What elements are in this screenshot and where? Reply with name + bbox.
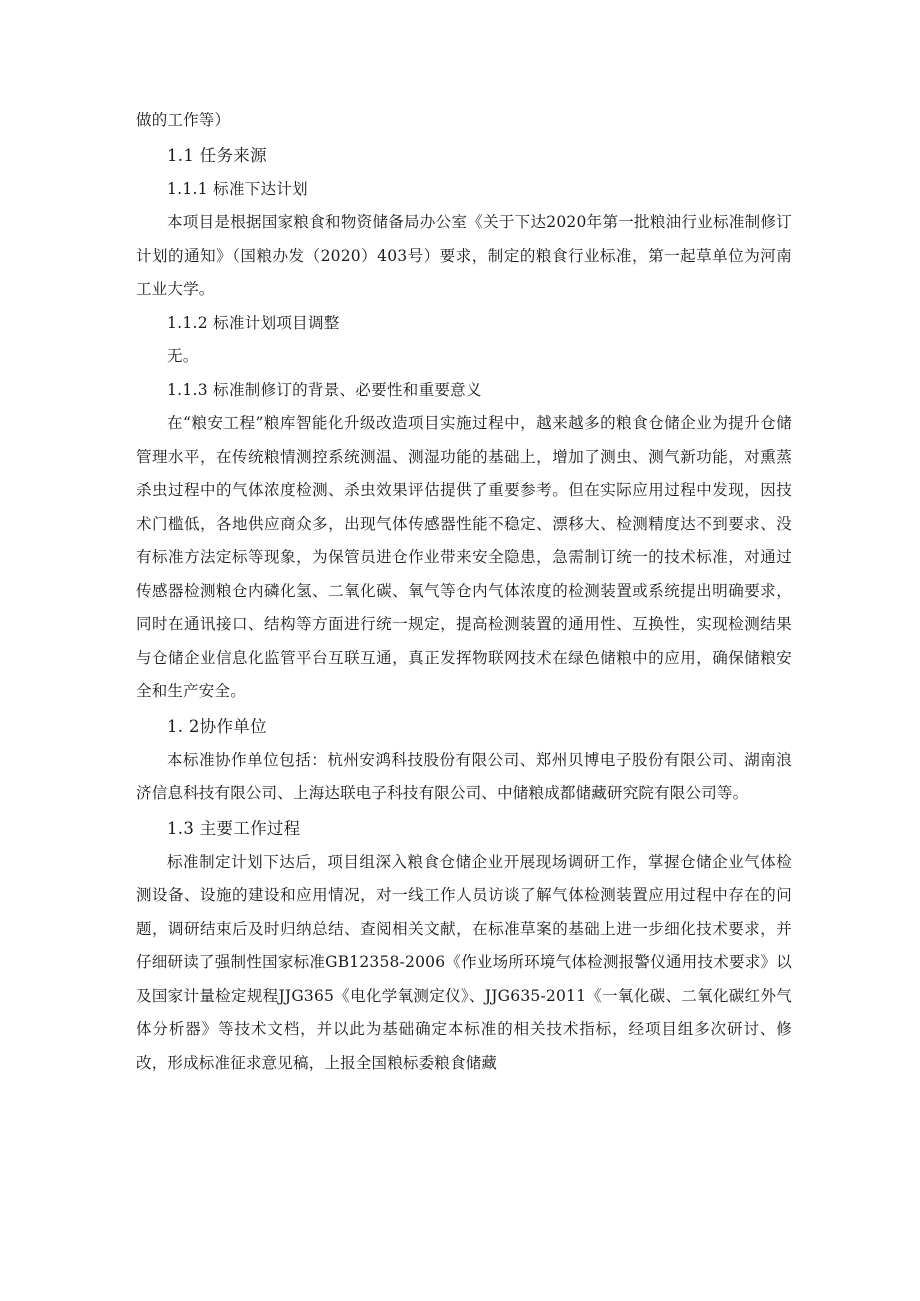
section-heading-1-1-1: 1.1.1 标准下达计划 (167, 179, 308, 198)
document-body (136, 104, 792, 1080)
paragraph-1-1-1: 本项目是根据国家粮食和物资储备局办公室《关于下达2020年第一批粮油行业标准制修订计划的通知》（国粮办发（2020）403号）要求，制定的粮食行业标准，第一起草单位为河南工业大学。 (136, 213, 792, 298)
section-heading-1-3: 1.3 主要工作过程 (167, 818, 301, 838)
paragraph-1-1-2: 无。 (167, 347, 199, 365)
paragraph-1-1-3: 在“粮安工程”粮库智能化升级改造项目实施过程中，越来越多的粮食仓储企业为提升仓储管理水平，在传统粮情测控系统测温、测湿功能的基础上，增加了测虫、测气新功能，对熏蒸杀虫过程中的气体浓度检测、杀虫效果评估提供了重要参考。但在实际应用过程中发现，因技术门槛低，各地供应商众多，出现气体传感器性能不稳定、漂移大、检测精度达不到要求、没有标准方法定标等现象，为保管员进仓作业带来安全隐患，急需制订统一的技术标准，对通过传感器检测粮仓内磷化氢、二氧化碳、氧气等仓内气体浓度的检测装置或系统提出明确要求，同时在通讯接口、结构等方面进行统一规定，提高检测装置的通用性、互换性，实现检测结果与仓储企业信息化监管平台互联互通，真正发挥物联网技术在绿色储粮中的应用，确保储粮安全和生产安全。 (136, 414, 792, 700)
paragraph-1-2: 本标准协作单位包括：杭州安鸿科技股份有限公司、郑州贝博电子股份有限公司、湖南浪济信息科技有限公司、上海达联电子科技有限公司、中储粮成都储藏研究院有限公司等。 (136, 750, 792, 802)
section-heading-1-1: 1.1 任务来源 (167, 145, 267, 165)
section-heading-1-2: 1. 2协作单位 (167, 716, 267, 736)
section-heading-1-1-2: 1.1.2 标准计划项目调整 (167, 313, 340, 332)
lead-fragment: 做的工作等） (136, 111, 231, 129)
paragraph-1-3: 标准制定计划下达后，项目组深入粮食仓储企业开展现场调研工作，掌握仓储企业气体检测设备、设施的建设和应用情况，对一线工作人员访谈了解气体检测装置应用过程中存在的问题，调研结束后及时归纳总结、查阅相关文献，在标准草案的基础上进一步细化技术要求，并仔细研读了强制性国家标准GB12358-2006《作业场所环境气体检测报警仪通用技术要求》以及国家计量检定规程JJG365《电化学氧测定仪》、JJG635-2011《一氧化碳、二氧化碳红外气体分析器》等技术文档，并以此为基础确定本标准的相关技术指标，经项目组多次研讨、修改，形成标准征求意见稿，上报全国粮标委粮食储藏 (136, 852, 792, 1072)
section-heading-1-1-3: 1.1.3 标准制修订的背景、必要性和重要意义 (167, 380, 482, 399)
